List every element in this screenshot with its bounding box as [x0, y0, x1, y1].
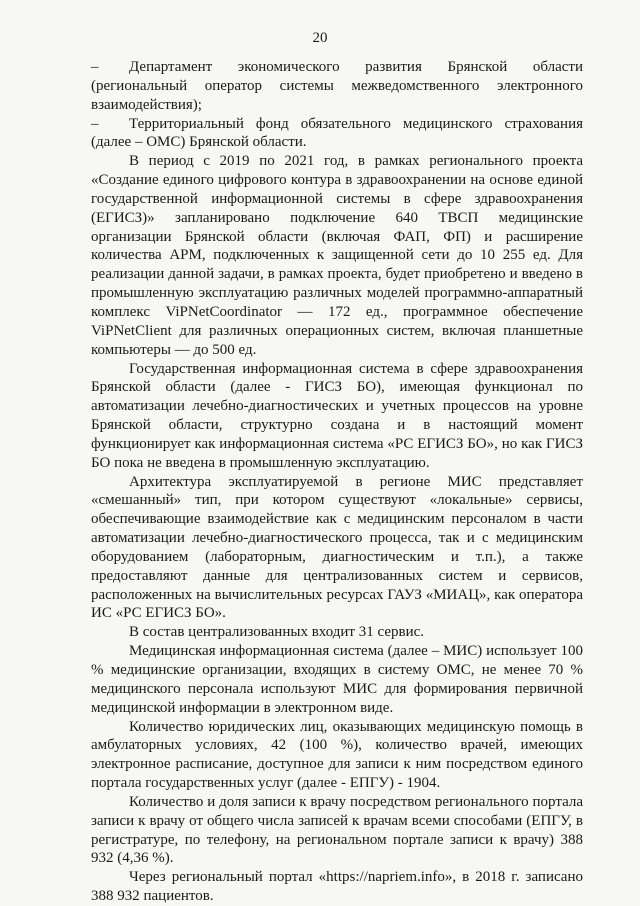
paragraph-egisz-project: В период с 2019 по 2021 год, в рамках регионального проекта «Создание единого цифрового контура в здравоохранении на основе единой государственной информационной системы в сфере здравоохранения (ЕГИСЗ)» запланировано подключение 640 ТВСП медицинские организации Брянской области (включая ФАП, ФП) и расширение количества АРМ, подключенных к защищенной сети до 10 255 ед. Для реализации данной задачи, в рамках проекта, будет приобретено и введено в промышленную эксплуатацию различных моделей программно-аппаратный комплекс ViPNetCoordinator — 172 ед., программное обеспечение ViPNetClient для различных операционных систем, включая планшетные компьютеры — до 500 ед. — [91, 153, 583, 358]
list-item-text: Департамент экономического развития Брянской области (региональный оператор системы межведомственного электронного взаимодействия); — [91, 59, 583, 113]
document-body — [91, 58, 583, 906]
list-dash: – — [91, 115, 99, 132]
paragraph-gisz-bo: Государственная информационная система в сфере здравоохранения Брянской области (далее - ГИСЗ БО), имеющая функционал по автоматизации лечебно-диагностических и учетных процессов на уровне Брянской области, структурно создана и в настоящий момент функционирует как информационная система «РС ЕГИСЗ БО», но как ГИСЗ БО пока не введена в промышленную эксплуатацию. — [91, 360, 583, 471]
page-number: 20 — [312, 30, 328, 46]
paragraph-mis-usage: Медицинская информационная система (далее – МИС) использует 100 % медицинские организации, входящих в систему ОМС, не менее 70 % медицинского персонала используют МИС для формирования первичной медицинской информации в электронном виде. — [91, 643, 583, 716]
paragraph-legal-entities: Количество юридических лиц, оказывающих медицинскую помощь в амбулаторных условиях, 42 (100 %), количество врачей, имеющих электронное расписание, доступное для записи к ним посредством единого портала государственных услуг (далее - ЕПГУ) - 1904. — [91, 718, 583, 792]
list-item-department — [91, 58, 583, 115]
paragraph-mis-architecture: Архитектура эксплуатируемой в регионе МИС представляет «смешанный» тип, при котором существуют «локальные» сервисы, обеспечивающие взаимодействие как с медицинским персоналом в части автоматизации лечебно-диагностического процесса, так и с медицинским оборудованием (лабораторным, диагностическим и т.п.), а также предоставляют данные для централизованных систем и сервисов, расположенных на вычислительных ресурсах ГАУЗ «МИАЦ», как оператора ИС «РС ЕГИСЗ БО». — [91, 473, 583, 622]
list-item-oms-fund — [91, 115, 583, 153]
list-dash: – — [91, 59, 99, 75]
paragraph-appointments-share: Количество и доля записи к врачу посредством регионального портала записи к врачу от общего числа записей к врачам всеми способами (ЕПГУ, в регистратуре, по телефону, на региональном портале записи к врачу) 388 932 (4,36 %). — [91, 793, 583, 867]
list-item-text: Территориальный фонд обязательного медицинского страхования (далее – ОМС) Брянской области. — [91, 115, 583, 151]
paragraph-regional-portal: Через региональный портал «https://napriem.info», в 2018 г. записано 388 932 пациентов. — [91, 869, 583, 905]
paragraph-centralized-services: В состав централизованных входит 31 сервис. — [129, 624, 424, 641]
